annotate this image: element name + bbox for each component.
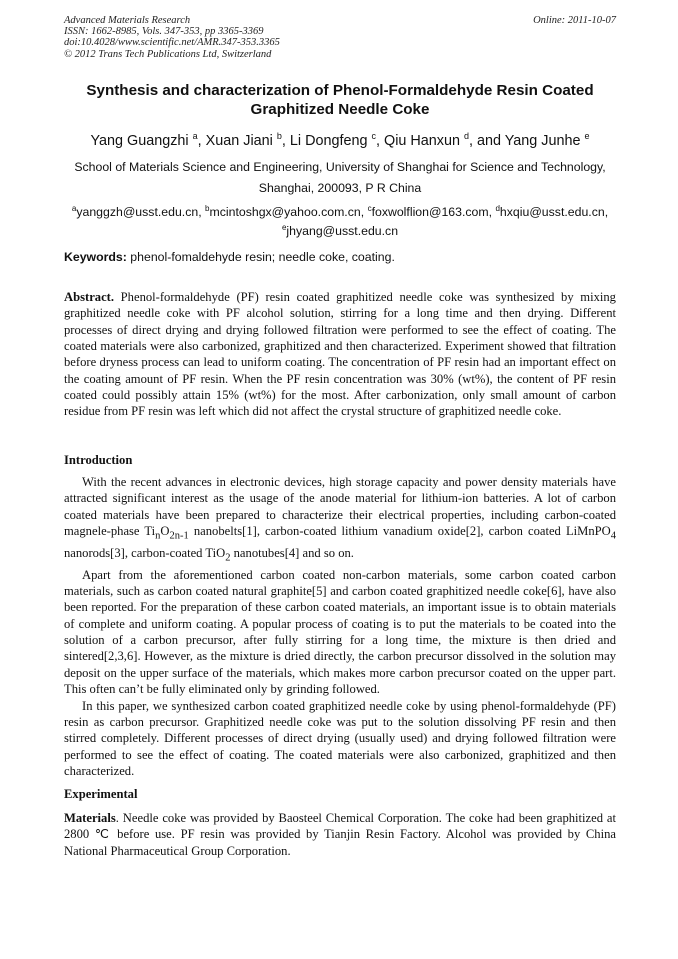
email-address: yanggzh@usst.edu.cn, — [76, 205, 206, 220]
abstract-text: Phenol-formaldehyde (PF) resin coated graphitized needle coke was synthesized by mixing graphitized needle coke with PF alcohol solution, stirring for a long time and then drying. Different processes of direct drying and drying followed filtration were performed to see the effect of coating. The coated materials were also carbonized, graphitized and then characterized. Experiment showed that filtration before dryness process can lead to uniform coating. The concentration of PF resin had an important effect on the coating amount of PF resin. When the PF resin concentration was 30% (wt%), the content of PF resin coated could possibly attain 15% (wt%) for the most. After carbonization, only small amount of carbon residue from PF resin was left which did not affect the crystal structure of graphitized needle coke. — [64, 290, 616, 419]
email-sup: e — [281, 223, 287, 233]
author-name: Qiu Hanxun — [384, 132, 460, 149]
materials-text-block — [64, 810, 616, 859]
author-sup: e — [584, 131, 590, 141]
introduction-heading: Introduction — [64, 453, 133, 467]
materials-label: Materials — [64, 811, 116, 825]
keywords-label: Keywords: — [64, 250, 127, 264]
affiliation-line-1: School of Materials Science and Engineering, University of Shanghai for Science and Technology, — [74, 160, 606, 174]
intro-paragraph-1 — [64, 474, 616, 567]
paper-title — [60, 81, 620, 119]
email-address: hxqiu@usst.edu.cn, — [499, 205, 609, 220]
author-separator: , — [376, 132, 384, 149]
keywords — [64, 250, 616, 264]
abstract — [64, 289, 616, 420]
formula-subscript: n — [155, 530, 161, 542]
keywords-text: phenol-fomaldehyde resin; needle coke, coating. — [130, 250, 395, 264]
author-separator: , and — [469, 132, 505, 149]
author-separator: , — [197, 132, 206, 149]
experimental-heading: Experimental — [64, 787, 138, 801]
doi-line: doi:10.4028/www.scientific.net/AMR.347-353.3365 — [64, 37, 280, 49]
author-sup: d — [464, 131, 470, 141]
author-emails — [40, 201, 640, 239]
email-address: mcintoshgx@yahoo.com.cn, — [209, 205, 368, 220]
author-name: Yang Junhe — [504, 132, 581, 149]
intro-p1-text: With the recent advances in electronic devices, high storage capacity and power density materials have attracted significant interest as the usage of the anode material for lithium-ion batteries. A lot of carbon coated materials have been prepared to characterize their electrical properties, including carbon-coated magnele-phase Ti — [64, 475, 616, 539]
affiliation-line-2: Shanghai, 200093, P R China — [258, 181, 422, 195]
author-sup: b — [276, 131, 282, 141]
intro-paragraph-2: Apart from the aforementioned carbon coated non-carbon materials, some carbon coated carbon materials, such as carbon coated natural graphite[5] and carbon coated graphitized needle coke[6], have also been reported. For the preparation of these carbon coated materials, an important issue is to obtain materials of complete and uniform coating. A popular process of coating is to put the materials to be coated into the solution of a carbon precursor, after fully stirring for a long time, the mixture is then dried and sintered[2,3,6]. However, as the mixture is dried directly, the carbon precursor dissolved in the solution may deposit on the upper surface of the materials, which makes more carbon precursor coated on the upper part. This often can’t be fully eliminated only by grinding followed. — [64, 567, 616, 697]
introduction-body — [64, 474, 616, 779]
abstract-label: Abstract. — [64, 290, 115, 304]
title-line-2: Graphitized Needle Coke — [250, 101, 430, 118]
email-address: foxwolflion@163.com, — [371, 205, 496, 220]
title-line-1: Synthesis and characterization of Phenol-Formaldehyde Resin Coated — [86, 82, 594, 99]
author-name: Yang Guangzhi — [90, 132, 189, 149]
formula-subscript: 2n-1 — [169, 530, 189, 542]
affiliation — [50, 157, 630, 199]
author-name: Li Dongfeng — [289, 132, 368, 149]
journal-name: Advanced Materials Research — [64, 15, 191, 26]
author-sup: a — [192, 131, 198, 141]
copyright-line: © 2012 Trans Tech Publications Ltd, Switzerland — [64, 48, 272, 60]
email-sup: d — [495, 204, 500, 213]
email-sup: a — [71, 204, 77, 213]
materials-text: . Needle coke was provided by Baosteel Chemical Corporation. The coke had been graphitized at 2800 ℃ before use. PF resin was provided by Tianjin Resin Factory. Alcohol was provided by China National Pharmaceutical Group Corporation. — [64, 811, 616, 858]
email-address: jhyang@usst.edu.cn — [286, 224, 399, 239]
email-sup: c — [367, 204, 372, 213]
author-sup: c — [371, 131, 376, 141]
materials-paragraph — [64, 810, 616, 859]
issn-line: ISSN: 1662-8985, Vols. 347-353, pp 3365-3369 — [64, 26, 264, 38]
email-sup: b — [205, 204, 210, 213]
journal-header — [64, 15, 616, 60]
intro-p1-text: O — [160, 524, 170, 539]
intro-p1-text: nanorods[3], carbon-coated TiO — [64, 545, 226, 560]
formula-subscript: 2 — [225, 552, 231, 564]
formula-subscript: 4 — [610, 530, 616, 542]
author-name: Xuan Jiani — [205, 132, 273, 149]
online-date: Online: 2011-10-07 — [533, 15, 616, 26]
author-list — [40, 131, 640, 149]
intro-p1-text: nanobelts[1], carbon-coated lithium vanadium oxide[2], carbon coated LiMnPO — [188, 524, 611, 539]
intro-p1-text: nanotubes[4] and so on. — [230, 545, 354, 560]
intro-paragraph-3: In this paper, we synthesized carbon coated graphitized needle coke by using phenol-formaldehyde (PF) resin as carbon precursor. Graphitized needle coke was put to the solution dissolving PF resin and then stirred completely. Different processes of direct drying (usually used) and drying followed filtration were performed to see the effect of coating. The coated materials were also carbonized, graphitized and then characterized. — [64, 698, 616, 778]
author-separator: , — [281, 132, 290, 149]
